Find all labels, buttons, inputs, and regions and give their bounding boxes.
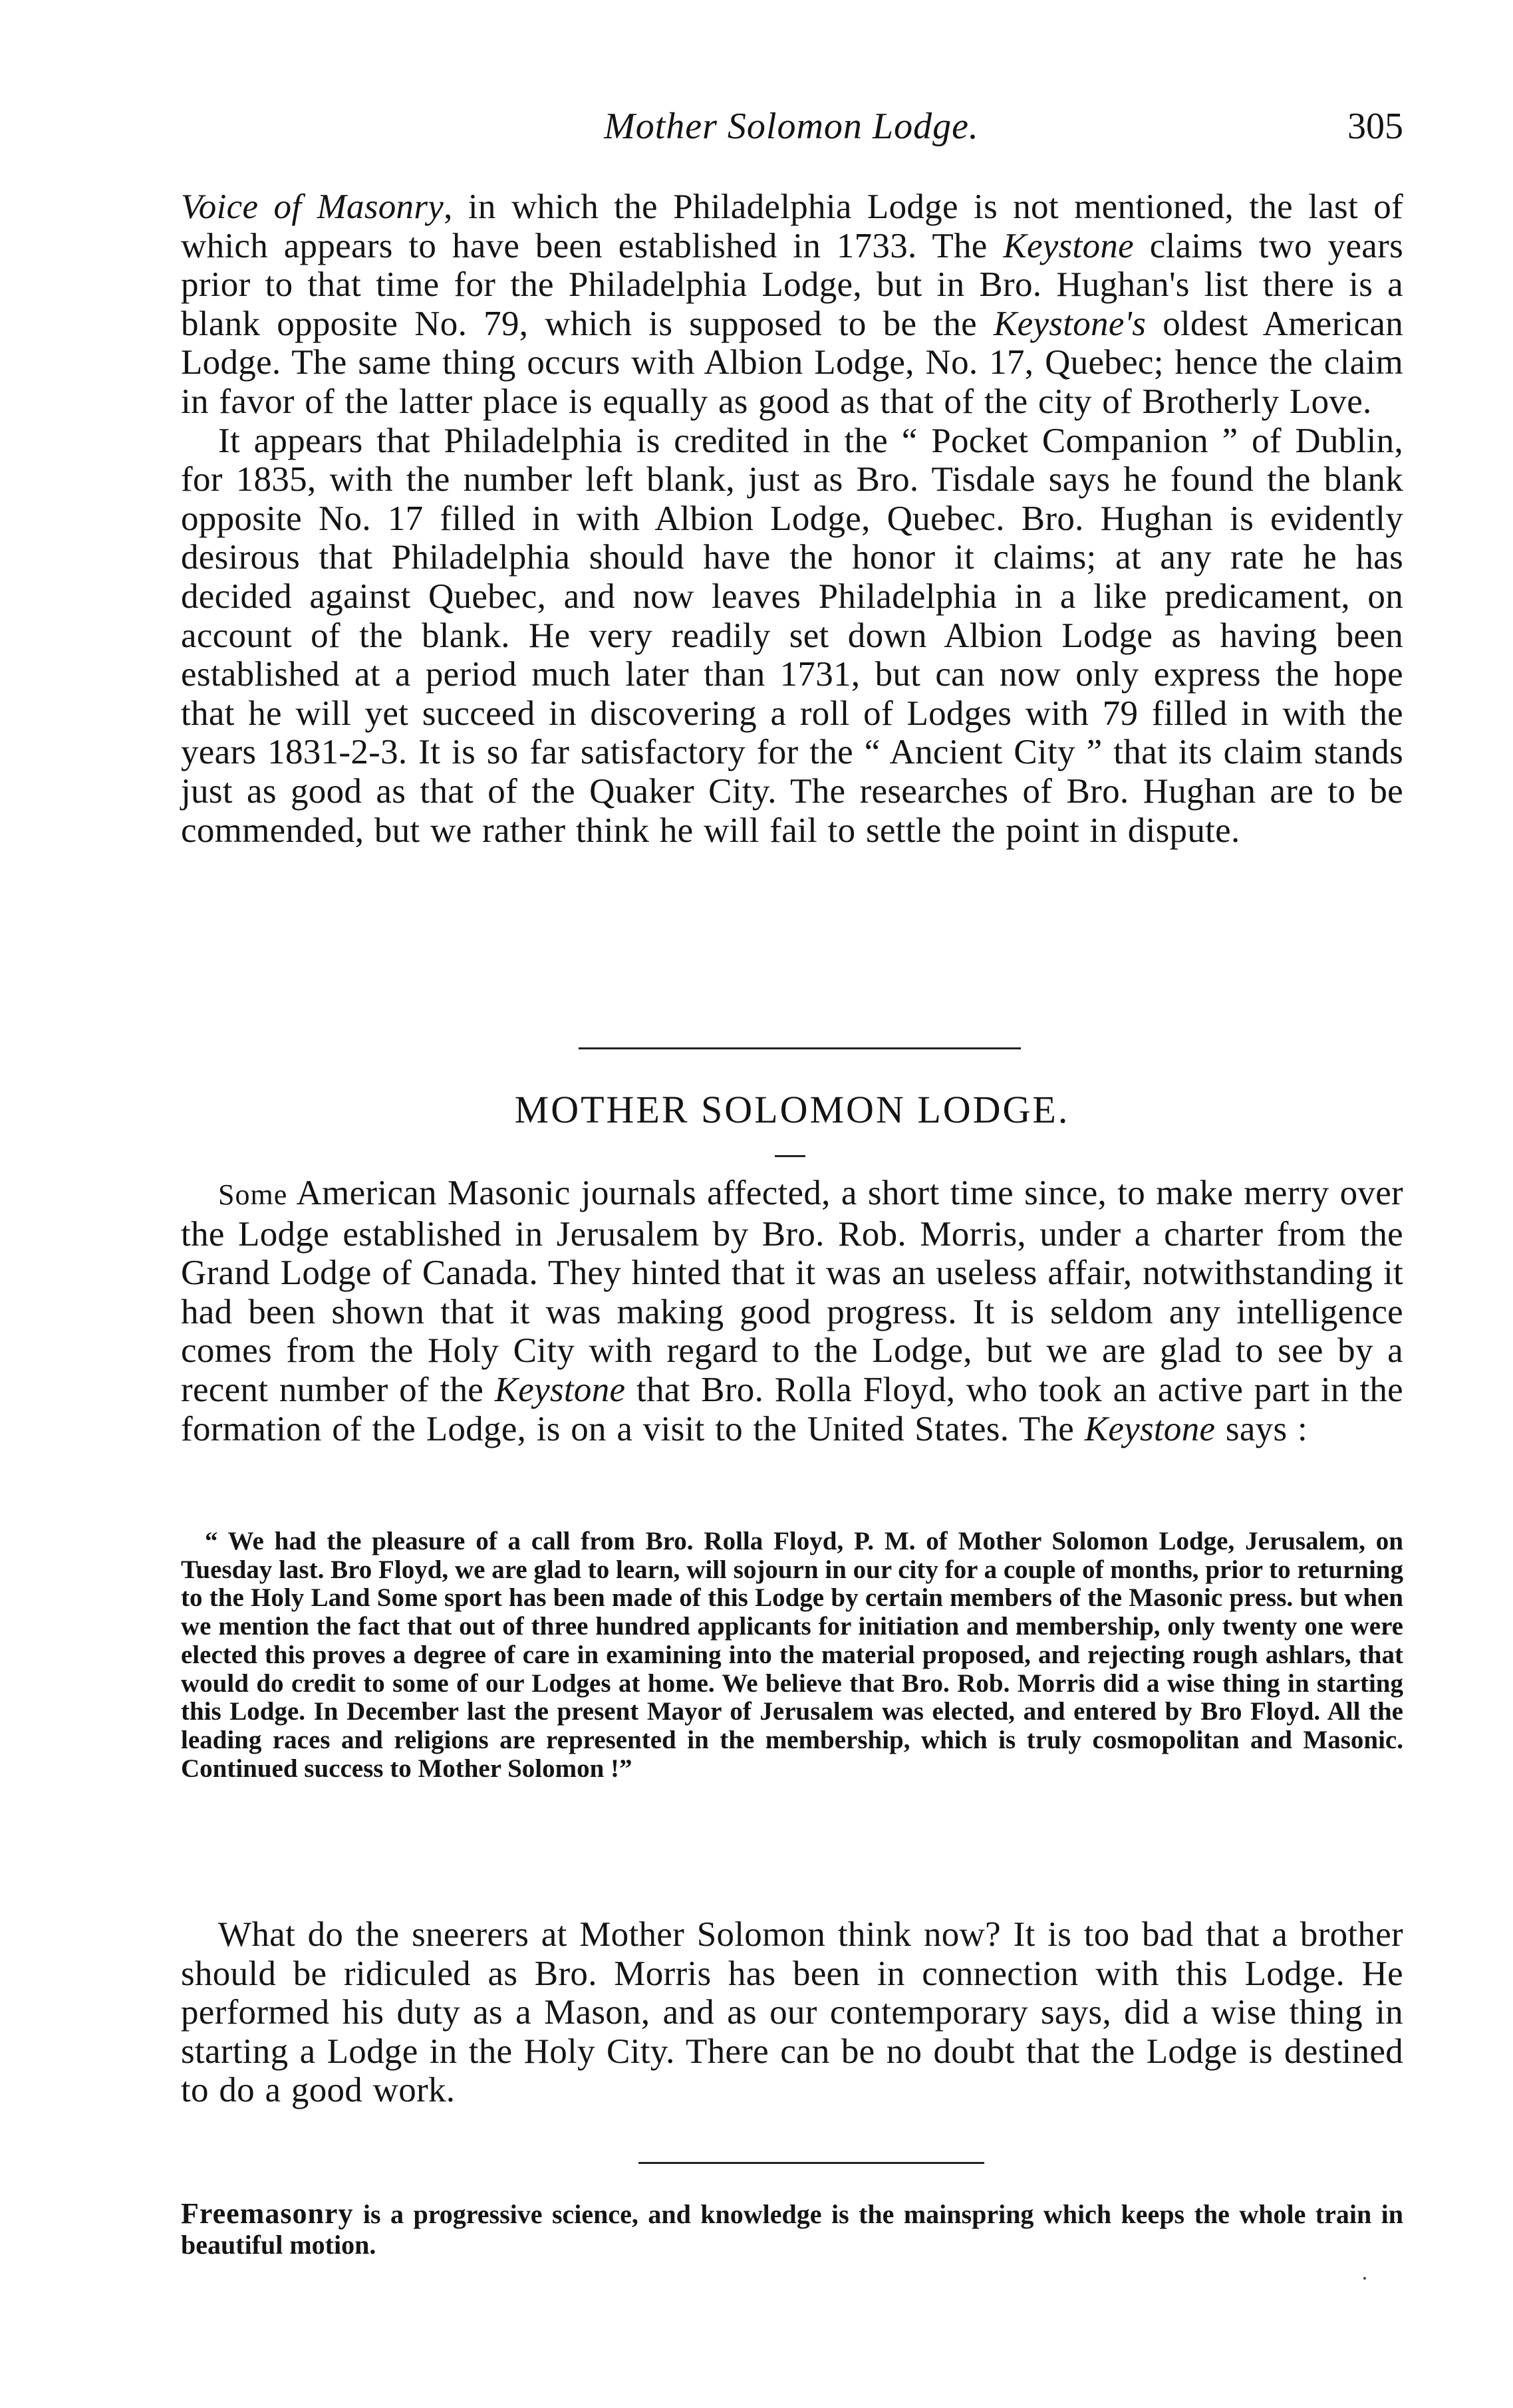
italic-title: Voice of Masonry [181, 188, 444, 226]
print-speck [1363, 2277, 1366, 2280]
footnote-text: Freemasonry is a progressive science, and knowledge is the mainspring which keeps the whole train in beautiful motion. [181, 2197, 1403, 2260]
section-divider [579, 1047, 1021, 1049]
article-paragraph-2: What do the sneerers at Mother Solomon think now? It is too bad that a brother should be ridiculed as Bro. Morris has been in connection with this Lodge. He performed his duty as a Mason, and as our contemporary says, did a wise thing in starting a Lodge in the Holy City. There can be no doubt that the Lodge is destined to do a good work. [181, 1915, 1403, 2110]
article-paragraph-1: Some American Masonic journals affected, a short time since, to make merry over the Lodge established in Jerusalem by Bro. Rob. Morris, under a charter from the Grand Lodge of Canada. They hinted that it was an useless affair, notwithstanding it had been shown that it was making good progress. It is seldom any intelligence comes from the Holy City with regard to the Lodge, but we are glad to see by a recent number of the Keystone that Bro. Rolla Floyd, who took an active part in the formation of the Lodge, is on a visit to the United States. The Keystone says : [181, 1174, 1403, 1448]
article-intro [181, 1174, 1403, 1448]
quotation-text: “ We had the pleasure of a call from Bro. Rolla Floyd, P. M. of Mother Solomon Lodge, Jerusalem, on Tuesday last. Bro Floyd, we are glad to learn, will sojourn in our city for a couple of months, prior to returning to the Holy Land Some sport has been made of this Lodge by certain members of the Masonic press. but when we mention the fact that out of three hundred applicants for initiation and membership, only twenty one were elected this proves a degree of care in examining into the material proposed, and rejecting rough ashlars, that would do credit to some of our Lodges at home. We believe that Bro. Rob. Morris did a wise thing in starting this Lodge. In December last the present Mayor of Jerusalem was elected, and entered by Bro Floyd. All the leading races and religions are represented in the membership, which is truly cosmopolitan and Masonic. Continued success to Mother Solomon !” [181, 1527, 1403, 1783]
continued-article [181, 188, 1403, 850]
article-title: MOTHER SOLOMON LODGE. [514, 1088, 1070, 1131]
small-caps-lead: Some [218, 1178, 288, 1211]
keystone-quotation [181, 1528, 1403, 1783]
article-closing [181, 1915, 1403, 2110]
page-number: 305 [1347, 106, 1403, 147]
running-title: Mother Solomon Lodge. [604, 106, 979, 147]
title-dash [775, 1155, 805, 1157]
running-head [180, 105, 1403, 172]
continued-paragraph-1: Voice of Masonry, in which the Philadelphia Lodge is not mentioned, the last of which appears to have been established in 1733. The Keystone claims two years prior to that time for the Philadelphia Lodge, but in Bro. Hughan's list there is a blank opposite No. 79, which is supposed to be the Keystone's oldest American Lodge. The same thing occurs with Albion Lodge, No. 17, Quebec; hence the claim in favor of the latter place is equally as good as that of the city of Brotherly Love. [181, 188, 1404, 421]
continued-paragraph-2: It appears that Philadelphia is credited in the “ Pocket Companion ” of Dublin, for 1835, with the number left blank, just as Bro. Tisdale says he found the blank opposite No. 17 filled in with Albion Lodge, Quebec. Bro. Hughan is evidently desirous that Philadelphia should have the honor it claims; at any rate he has decided against Quebec, and now leaves Philadelphia in a like predicament, on account of the blank. He very readily set down Albion Lodge as having been established at a period much later than 1731, but can now only express the hope that he will yet succeed in discovering a roll of Lodges with 79 filled in with the years 1831-2-3. It is so far satisfactory for the “ Ancient City ” that its claim stands just as good as that of the Quaker City. The researches of Bro. Hughan are to be commended, but we rather think he will fail to settle the point in dispute. [181, 421, 1403, 850]
footnote-small-caps: Freemasonry [181, 2197, 354, 2230]
footnote [181, 2199, 1403, 2260]
footnote-divider [638, 2162, 984, 2164]
